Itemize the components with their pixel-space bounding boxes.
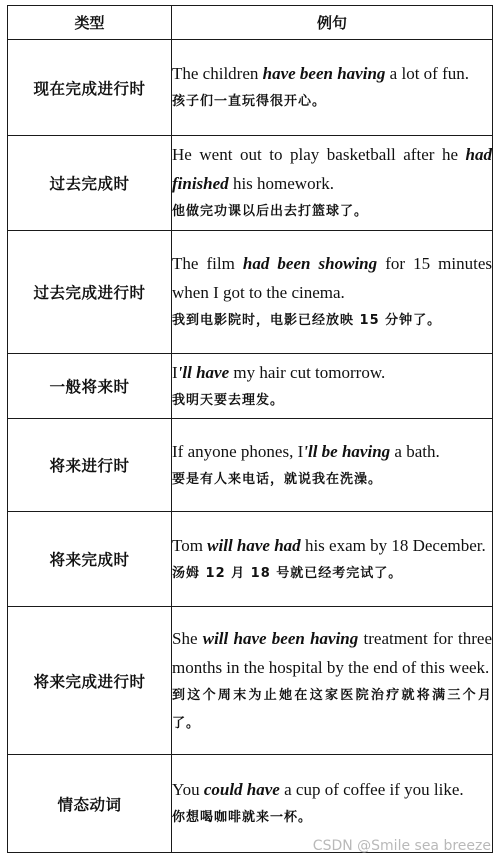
english-text: He went out to play basketball after he [172, 145, 466, 164]
english-text: my hair cut tomorrow. [229, 362, 386, 382]
tense-name: 情态动词 [8, 755, 172, 853]
example-english [172, 140, 492, 198]
example-cell [172, 512, 493, 607]
tense-name: 一般将来时 [8, 354, 172, 419]
tense-name: 将来进行时 [8, 419, 172, 512]
example-english [172, 624, 492, 682]
highlighted-verb: had been showing [242, 254, 378, 273]
example-chinese: 你想喝咖啡就来一杯。 [172, 810, 313, 825]
table-header-row [8, 6, 493, 40]
highlighted-verb: could have [203, 780, 280, 799]
table-row [8, 512, 493, 607]
header-type: 类型 [8, 6, 172, 40]
tense-name: 过去完成进行时 [8, 231, 172, 354]
english-text: The children [172, 64, 263, 83]
tense-name: 现在完成进行时 [8, 40, 172, 136]
example-english [172, 59, 492, 88]
tense-name: 过去完成时 [8, 136, 172, 231]
english-text: She [172, 628, 203, 648]
english-text: a bath. [390, 441, 440, 461]
tense-name: 将来完成时 [8, 512, 172, 607]
example-english [172, 249, 492, 307]
example-cell [172, 607, 493, 755]
example-chinese: 孩子们一直玩得很开心。 [172, 94, 327, 109]
example-english [172, 531, 492, 560]
tense-name: 将来完成进行时 [8, 607, 172, 755]
table-row [8, 607, 493, 755]
tense-example-table [7, 5, 493, 853]
example-cell [172, 419, 493, 512]
table-row [8, 419, 493, 512]
highlighted-verb: 'll be having [303, 441, 391, 461]
english-text: You [172, 780, 204, 799]
table-row [8, 40, 493, 136]
example-cell [172, 40, 493, 136]
example-chinese: 我明天要去理发。 [172, 392, 285, 408]
english-text: a lot of fun. [385, 64, 469, 83]
example-english [172, 358, 492, 387]
english-text: I [172, 362, 178, 382]
example-english [172, 775, 492, 804]
table-row [8, 354, 493, 419]
english-text: his homework. [228, 174, 334, 193]
example-cell [172, 136, 493, 231]
english-text: treatment for three months in the hospital by the end of this week. [172, 628, 492, 677]
english-text: The film [172, 254, 243, 273]
example-chinese: 他做完功课以后出去打篮球了。 [172, 204, 369, 219]
example-chinese: 要是有人来电话，就说我在洗澡。 [172, 471, 383, 487]
example-cell [172, 231, 493, 354]
example-chinese: 到这个周末为止她在这家医院治疗就将满三个月了。 [172, 687, 492, 731]
highlighted-verb: had finished [172, 145, 492, 193]
table-row [8, 136, 493, 231]
highlighted-verb: 'll have [177, 362, 230, 382]
example-chinese: 我到电影院时，电影已经放映 15 分钟了。 [172, 313, 442, 328]
highlighted-verb: have been having [262, 64, 386, 83]
example-chinese: 汤姆 12 月 18 号就已经考完试了。 [172, 565, 403, 581]
english-text: a cup of coffee if you like. [279, 780, 464, 799]
english-text: If anyone phones, I [172, 441, 304, 461]
watermark: CSDN @Smile sea breeze [312, 838, 491, 854]
highlighted-verb: will have been having [202, 628, 359, 648]
table-row [8, 231, 493, 354]
english-text: for 15 minutes when I got to the cinema. [172, 254, 493, 302]
example-english [172, 437, 492, 466]
example-cell [172, 354, 493, 419]
english-text: his exam by 18 December. [300, 535, 486, 555]
highlighted-verb: will have had [207, 535, 301, 555]
english-text: Tom [172, 535, 208, 555]
header-example: 例句 [172, 6, 493, 40]
